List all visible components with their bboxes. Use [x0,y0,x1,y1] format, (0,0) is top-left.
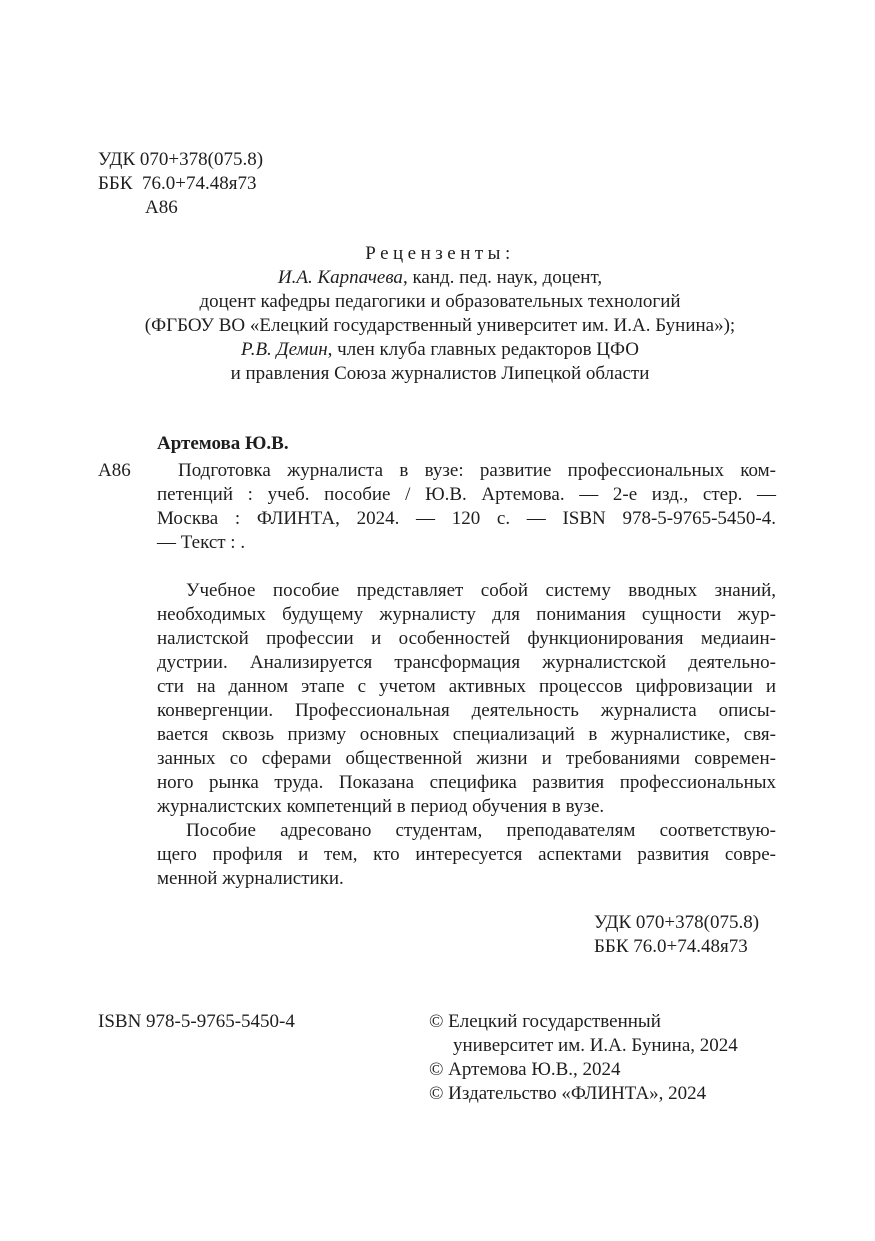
bib-line-4: — Текст : . [157,532,246,553]
copyright-publisher: © Издательство «ФЛИНТА», 2024 [429,1083,707,1104]
reviewers-block [60,242,820,386]
annotation-p1-line: ного рынка труда. Показана специфика развития профессиональных [157,772,776,793]
annotation-p2-line: Пособие адресовано студентам, преподавателям соответствую- [186,820,776,841]
reviewer-2-line-2: и правления Союза журналистов Липецкой области [230,363,650,384]
copyright-author: © Артемова Ю.В., 2024 [429,1059,621,1080]
copyright-block [429,1010,738,1106]
reviewer-1-name: И.А. Карпачева [277,267,403,288]
author-mark-top: А86 [145,197,178,218]
reviewer-2-name: Р.В. Демин [241,339,328,360]
copyright-university: © Елецкий государственный [429,1011,661,1032]
annotation-p1-line: сти на данном этапе с учетом активных процессов цифровизации и [157,676,776,697]
annotation-p1-line: налистской профессии и особенностей функционирования медиаин- [157,628,776,649]
reviewer-2-line-1 [60,338,820,362]
reviewer-1-title: , канд. пед. наук, доцент, [402,267,603,288]
reviewer-1-line-3: (ФГБОУ ВО «Елецкий государственный университет им. И.А. Бунина»); [144,315,736,336]
reviewer-2-title: , член клуба главных редакторов ЦФО [327,339,639,360]
author-mark: А86 [98,460,131,481]
bib-line-3: Москва : ФЛИНТА, 2024. — 120 с. — ISBN 978-5-9765-5450-4. [157,508,776,529]
udk-code-top: УДК 070+378(075.8) [98,149,264,170]
classification-bottom [594,911,759,959]
bib-line-2: петенций : учеб. пособие / Ю.В. Артемова. — 2-е изд., стер. — [157,484,776,505]
annotation-p1-line: вается сквозь призму основных специализаций в журналистике, свя- [157,724,776,745]
annotation-p1-line: занных со сферами общественной жизни и требованиями современ- [157,748,776,769]
copyright-university-cont: университет им. И.А. Бунина, 2024 [453,1035,738,1056]
classification-top [98,148,263,220]
annotation-p1-line: конвергенции. Профессиональная деятельность журналиста описы- [157,700,776,721]
annotation-p1-line: журналистских компетенций в период обучения в вузе. [157,796,605,817]
bib-line-1: Подготовка журналиста в вузе: развитие профессиональных ком- [178,460,776,481]
reviewers-heading: Рецензенты: [365,243,515,264]
author-heading: Артемова Ю.В. [157,433,289,454]
reviewer-1-line-2: доцент кафедры педагогики и образовательных технологий [199,291,681,312]
annotation-p1-line: Учебное пособие представляет собой систему вводных знаний, [186,580,776,601]
bbk-code-bottom: ББК 76.0+74.48я73 [594,936,748,957]
reviewer-1-line-1 [60,266,820,290]
isbn: ISBN 978-5-9765-5450-4 [98,1011,295,1032]
annotation-p1-line: дустрии. Анализируется трансформация журналистской деятельно- [157,652,776,673]
annotation-p1-line: необходимых будущему журналисту для понимания сущности жур- [157,604,776,625]
annotation-p2-line: менной журналистики. [157,868,344,889]
annotation-p2-line: щего профиля и тем, кто интересуется аспектами развития совре- [157,844,776,865]
bbk-code-top: ББК 76.0+74.48я73 [98,173,257,194]
udk-code-bottom: УДК 070+378(075.8) [594,912,760,933]
